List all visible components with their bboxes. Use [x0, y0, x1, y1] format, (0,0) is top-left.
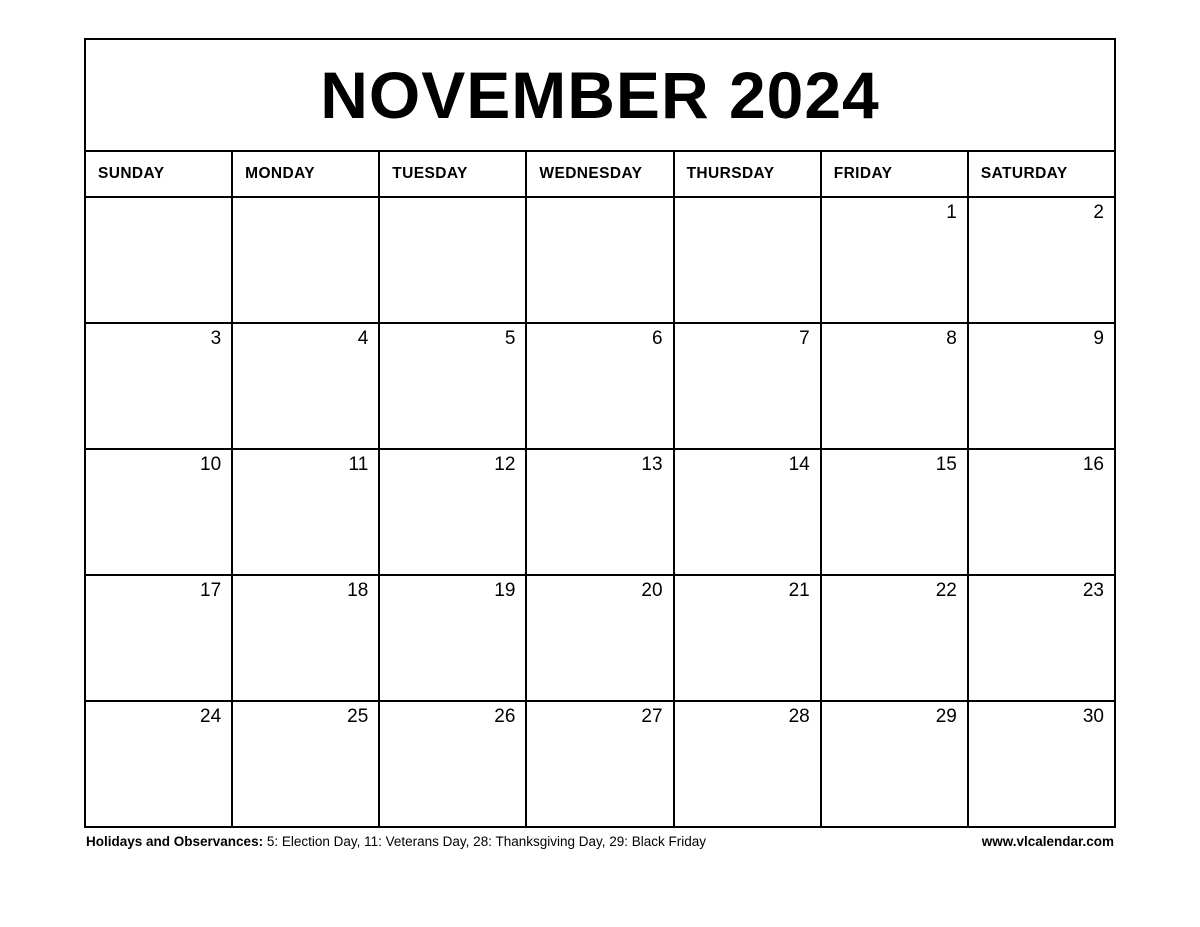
day-number: 16	[1082, 454, 1104, 475]
day-cell[interactable]	[527, 702, 674, 826]
week-row	[86, 576, 1114, 702]
day-number: 1	[946, 202, 957, 223]
day-cell[interactable]	[675, 702, 822, 826]
day-number: 4	[357, 328, 369, 349]
day-number: 2	[1093, 202, 1104, 223]
day-cell[interactable]	[822, 324, 969, 448]
day-number: 13	[641, 454, 663, 475]
day-cell[interactable]	[527, 576, 674, 700]
day-number: 24	[200, 706, 222, 727]
day-cell[interactable]	[86, 702, 233, 826]
weekday-header-sunday: SUNDAY	[86, 152, 233, 196]
weekday-header-friday: FRIDAY	[822, 152, 969, 196]
day-cell[interactable]	[969, 702, 1114, 826]
weekday-header-row	[86, 152, 1114, 198]
holidays-note	[86, 834, 706, 849]
day-cell[interactable]	[233, 198, 380, 322]
week-row	[86, 702, 1114, 826]
calendar-grid	[86, 198, 1114, 826]
day-number: 27	[641, 706, 663, 727]
day-number: 22	[935, 580, 957, 601]
day-cell[interactable]	[233, 702, 380, 826]
footer	[86, 830, 1114, 852]
day-cell[interactable]	[380, 702, 527, 826]
day-cell[interactable]	[969, 450, 1114, 574]
day-cell[interactable]	[86, 198, 233, 322]
day-number: 21	[788, 580, 810, 601]
day-cell[interactable]	[675, 576, 822, 700]
week-row	[86, 450, 1114, 576]
day-cell[interactable]	[233, 450, 380, 574]
day-number: 11	[348, 454, 369, 475]
day-number: 28	[788, 706, 810, 727]
week-row	[86, 198, 1114, 324]
day-number: 20	[641, 580, 663, 601]
day-number: 25	[347, 706, 369, 727]
day-cell[interactable]	[380, 324, 527, 448]
day-cell[interactable]	[380, 576, 527, 700]
day-cell[interactable]	[86, 450, 233, 574]
day-number: 23	[1082, 580, 1104, 601]
page-title: NOVEMBER 2024	[86, 40, 1114, 152]
day-cell[interactable]	[380, 450, 527, 574]
day-number: 29	[935, 706, 957, 727]
day-cell[interactable]	[675, 324, 822, 448]
day-cell[interactable]	[822, 576, 969, 700]
day-number: 8	[946, 328, 957, 349]
day-number: 6	[651, 328, 663, 349]
day-cell[interactable]	[969, 576, 1114, 700]
weekday-header-thursday: THURSDAY	[675, 152, 822, 196]
day-cell[interactable]	[527, 324, 674, 448]
day-number: 30	[1082, 706, 1104, 727]
day-number: 18	[347, 580, 369, 601]
day-number: 26	[494, 706, 516, 727]
day-cell[interactable]	[86, 324, 233, 448]
day-cell[interactable]	[822, 450, 969, 574]
day-cell[interactable]	[969, 324, 1114, 448]
day-cell[interactable]	[822, 198, 969, 322]
day-cell[interactable]	[233, 324, 380, 448]
day-number: 19	[494, 580, 516, 601]
weekday-header-monday: MONDAY	[233, 152, 380, 196]
day-number: 3	[210, 328, 222, 349]
day-number: 9	[1093, 328, 1104, 349]
holidays-label: Holidays and Observances:	[86, 833, 264, 849]
day-cell[interactable]	[969, 198, 1114, 322]
weekday-header-wednesday: WEDNESDAY	[527, 152, 674, 196]
day-cell[interactable]	[675, 450, 822, 574]
week-row	[86, 324, 1114, 450]
day-cell[interactable]	[380, 198, 527, 322]
day-cell[interactable]	[233, 576, 380, 700]
day-number: 15	[935, 454, 957, 475]
day-cell[interactable]	[527, 450, 674, 574]
calendar-frame	[84, 38, 1116, 828]
holidays-list: 5: Election Day, 11: Veterans Day, 28: Thanksgiving Day, 29: Black Friday	[263, 833, 707, 849]
day-number: 14	[788, 454, 810, 475]
day-number: 12	[494, 454, 516, 475]
day-cell[interactable]	[86, 576, 233, 700]
weekday-header-tuesday: TUESDAY	[380, 152, 527, 196]
day-cell[interactable]	[527, 198, 674, 322]
day-number: 10	[200, 454, 222, 475]
day-number: 7	[799, 328, 810, 349]
day-cell[interactable]	[822, 702, 969, 826]
day-number: 5	[504, 328, 516, 349]
day-cell[interactable]	[675, 198, 822, 322]
day-number: 17	[200, 580, 222, 601]
website-link[interactable]: www.vlcalendar.com	[981, 833, 1114, 849]
weekday-header-saturday: SATURDAY	[980, 165, 1068, 182]
